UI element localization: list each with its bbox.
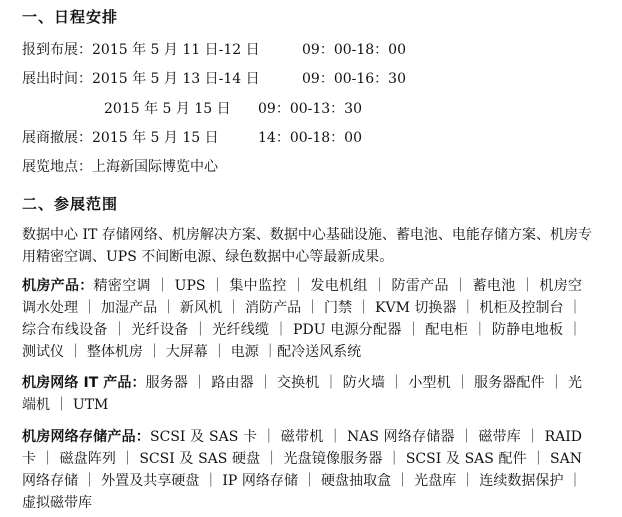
schedule-row-show-time-2: 09：00-13：30 [258, 101, 362, 117]
schedule-row-teardown-time: 14：00-18：00 [258, 130, 362, 146]
category-network-storage-products [22, 426, 582, 514]
section-heading-schedule: 一、日程安排 [22, 8, 119, 26]
schedule-row-show-date: 展出时间：2015 年 5 月 13 日-14 日 [22, 71, 260, 87]
schedule-row-teardown-date: 展商撤展：2015 年 5 月 15 日 [22, 130, 219, 146]
category-label: 机房产品： [22, 278, 94, 294]
schedule-row-setup-date: 报到布展：2015 年 5 月 11 日-12 日 [22, 42, 260, 58]
category-items: 精密空调 ｜ UPS ｜ 集中监控 ｜ 发电机组 ｜ 防雷产品 ｜ 蓄电池 ｜ 机房空调水处理 ｜ 加湿产品 ｜ 新风机 ｜ 消防产品 ｜ 门禁 ｜ KVM 切换器 ｜ 机柜及控制台 ｜ 综合布线设备 ｜ 光纤设备 ｜ 光纤线缆 ｜ PDU 电源分配器 ｜ 配电柜 ｜ 防静电地板 ｜ 测试仪 ｜ 整体机房 ｜ 大屏幕 ｜ 电源 ｜配冷送风系统 [22, 278, 583, 360]
category-room-products [22, 275, 582, 363]
schedule-row-setup-time: 09：00-18：00 [302, 42, 406, 58]
schedule-row-show-date-2: 2015 年 5 月 15 日 [104, 101, 231, 117]
venue-line: 展览地点：上海新国际博览中心 [22, 159, 218, 175]
category-items: 服务器 ｜ 路由器 ｜ 交换机 ｜ 防火墙 ｜ 小型机 ｜ 服务器配件 ｜ 光端机 ｜ UTM [22, 375, 582, 413]
schedule-row-show-time: 09：00-16：30 [302, 71, 406, 87]
category-label: 机房网络 IT 产品： [22, 375, 146, 391]
category-label: 机房网络存储产品： [22, 429, 151, 445]
scope-intro-paragraph: 数据中心 IT 存储网络、机房解决方案、数据中心基础设施、蓄电池、电能存储方案、机房专用精密空调、UPS 不间断电源、绿色数据中心等最新成果。 [22, 227, 592, 265]
category-network-it-products [22, 372, 582, 416]
category-items: SCSI 及 SAS 卡 ｜ 磁带机 ｜ NAS 网络存储器 ｜ 磁带库 ｜ RAID 卡 ｜ 磁盘阵列 ｜ SCSI 及 SAS 硬盘 ｜ 光盘镜像服务器 ｜ SCSI 及 SAS 配件 ｜ SAN 网络存储 ｜ 外置及共享硬盘 ｜ IP 网络存储 ｜ 硬盘抽取盒 ｜ 光盘库 ｜ 连续数据保护 ｜ 虚拟磁带库 [22, 429, 583, 511]
section-heading-scope: 二、参展范围 [22, 195, 119, 213]
